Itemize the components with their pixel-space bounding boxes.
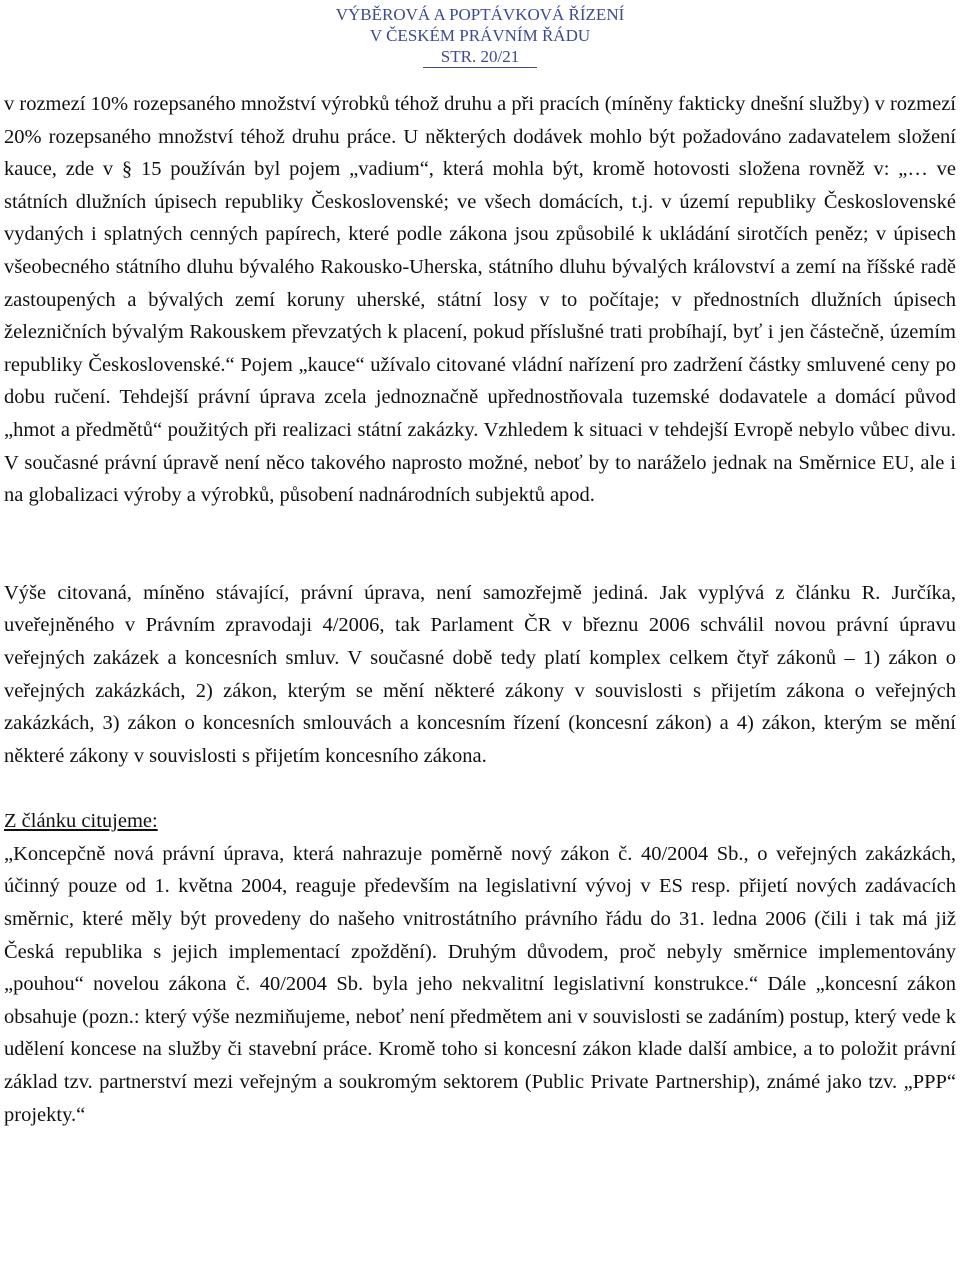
document-body [4, 88, 956, 1131]
quote-heading: Z článku citujeme: [4, 810, 158, 833]
paragraph-spacer [4, 512, 956, 577]
page-header [0, 4, 960, 68]
header-title-line1: VÝBĚROVÁ A POPTÁVKOVÁ ŘÍZENÍ [335, 5, 625, 24]
header-title-line2: V ČESKÉM PRÁVNÍM ŘÁDU [369, 26, 591, 45]
quoted-paragraph: „Koncepčně nová právní úprava, která nahrazuje poměrně nový zákon č. 40/2004 Sb., o veřejných zakázkách, účinný pouze od 1. května 2004, reaguje především na legislativní vývoj v ES resp. přijetí nových zadávacích směrnic, které měly být provedeny do našeho vnitrostátního právního řádu do 31. ledna 2006 (čili i tak má již Česká republika s jejich implementací zpoždění). Druhým důvodem, proč nebyly směrnice implementovány „pouhou“ novelou zákona č. 40/2004 Sb. byla jeho nekvalitní legislativní konstrukce.“ Dále „koncesní zákon obsahuje (pozn.: který výše nezmiňujeme, neboť není předmětem ani v souvislosti se zadáním) postup, který vede k udělení koncese na služby či stavební práce. Kromě toho si koncesní zákon klade další ambice, a to položit právní základ tzv. partnerství mezi veřejným a soukromým sektorem (Public Private Partnership), známé jako tzv. „PPP“ projekty.“ [4, 842, 956, 1126]
paragraph-2: Výše citovaná, míněno stávající, právní úprava, není samozřejmě jediná. Jak vyplývá z článku R. Jurčíka, uveřejněného v Právním zpravodaji 4/2006, tak Parlament ČR v březnu 2006 schválil novou právní úpravu veřejných zakázek a koncesních smluv. V současné době tedy platí komplex celkem čtyř zákonů – 1) zákon o veřejných zakázkách, 2) zákon, kterým se mění některé zákony v souvislosti s přijetím zákona o veřejných zakázkách, 3) zákon o koncesních smlouvách a koncesním řízení (koncesní zákon) a 4) zákon, kterým se mění některé zákony v souvislosti s přijetím koncesního zákona. [4, 581, 956, 767]
paragraph-1: v rozmezí 10% rozepsaného množství výrobků téhož druhu a při pracích (míněny fakticky dnešní služby) v rozmezí 20% rozepsaného množství téhož druhu práce. U některých dodávek mohlo být požadováno zadavatelem složení kauce, zde v § 15 používán byl pojem „vadium“, která mohla být, kromě hotovosti složena rovněž v: „… ve státních dlužních úpisech republiky Československé; ve všech domácích, t.j. v území republiky Československé vydaných i splatných cenných papírech, které podle zákona jsou způsobilé k ukládání sirotčích peněz; v úpisech všeobecného státního dluhu bývalého Rakousko-Uherska, státního dluhu bývalých království a zemí na říšské radě zastoupených a bývalých zemí koruny uherské, státní losy v to počítaje; v přednostních dlužních úpisech železničních bývalým Rakouskem převzatých k placení, pokud příslušné trati probíhají, byť i jen částečně, územím republiky Československé.“ Pojem „kauce“ užívalo citované vládní nařízení pro zadržení částky smluvené ceny po dobu ručení. Tehdejší právní úprava zcela jednoznačně upřednostňovala tuzemské dodavatele a domácí původ „hmot a předmětů“ použitých při realizaci státní zakázky. Vzhledem k situaci v tehdejší Evropě nebylo vůbec divu. V současné právní úpravě není něco takového naprosto možné, neboť by to naráželo jednak na Směrnice EU, ale i na globalizaci výroby a výrobků, působení nadnárodních subjektů apod. [4, 93, 956, 507]
paragraph-spacer [4, 772, 956, 805]
page-number: STR. 20/21 [423, 46, 537, 68]
